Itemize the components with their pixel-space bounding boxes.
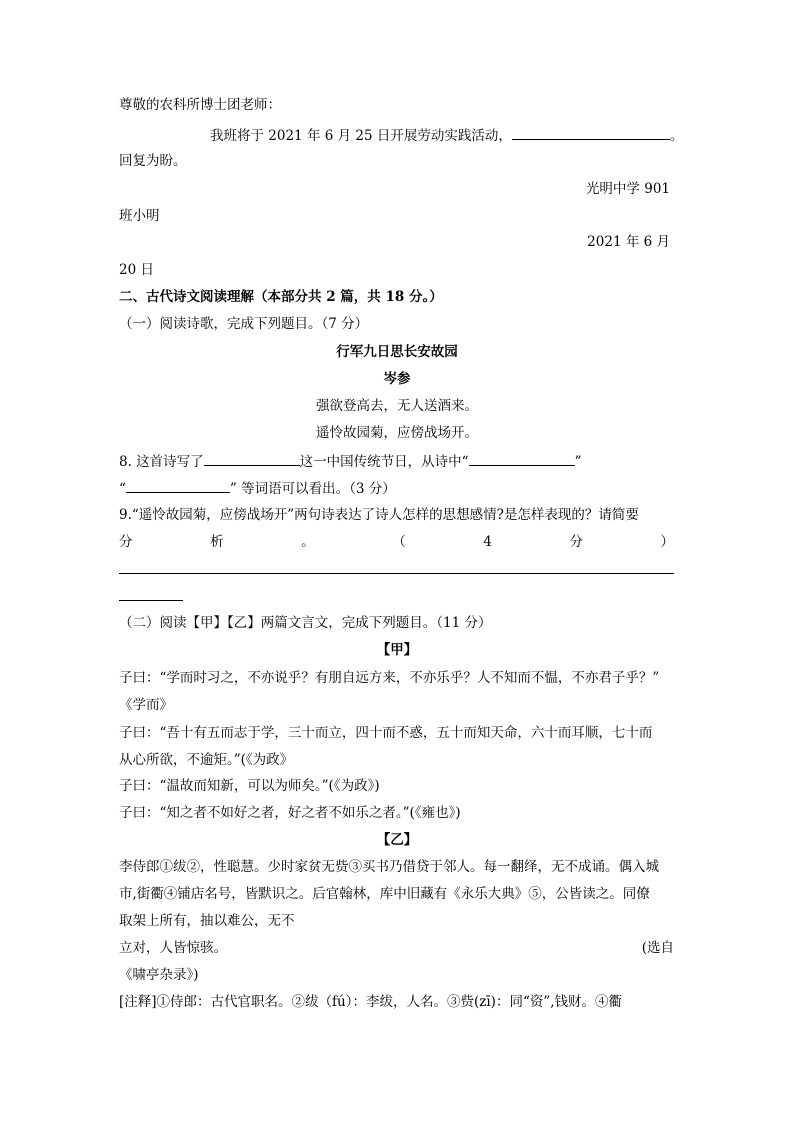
part1-instruction: （一）阅读诗歌，完成下列题目。（7 分） [119,316,369,332]
q9-answer-line[interactable] [119,573,674,574]
jia-line: 子曰：“温故而知新，可以为师矣。”(《为政》) [119,778,380,794]
source-citation-title: 《啸亭杂录》) [119,967,199,983]
yi-line: 立对，人皆惊骇。 [119,940,227,956]
q9-char: ） [660,534,674,550]
q8-text-a: 8. 这首诗写了 [119,454,204,470]
q9-char: （ [392,534,406,550]
yi-line: 市,街衢④铺店名号，皆默识之。后官翰林，库中旧藏有《永乐大典》⑤，公皆读之。同僚 [119,886,650,902]
question-8-line-2 [119,478,396,498]
jia-line: 从心所欲，不逾矩。”(《为政》 [119,752,294,768]
part2-instruction: （二）阅读【甲】【乙】两篇文言文，完成下列题目。（11 分） [119,615,492,631]
q8-festival-blank[interactable] [204,451,300,466]
q9-answer-line-end[interactable] [119,600,183,601]
annotation-notes: [注释]①侍郎：古代官职名。②绂（fú）：李绂，人名。③赀(zī)：同“资”,钱财。④衢 [119,994,623,1010]
letter-body [210,125,683,145]
letter-date-day: 20 日 [119,262,154,278]
jia-line: 《学而》 [119,697,173,713]
letter-body-suffix: 。 [669,128,684,144]
q8-text-b: 这一中国传统节日，从诗中“ [299,454,469,470]
q8-text-c: ” [574,454,582,470]
q8-word-blank-1[interactable] [469,451,575,466]
jia-line: 子曰：“学而时习之，不亦说乎？有朋自远方来，不亦乐乎？人不知而不愠，不亦君子乎？” [119,670,660,686]
text-yi-title: 【乙】 [376,832,418,848]
letter-closing: 回复为盼。 [119,153,187,169]
q8-text-e: ” 等词语可以看出。（3 分） [229,481,396,497]
yi-line: 李侍郎①绂②，性聪慧。少时家贫无赀③买书乃借贷于邻人。每一翻绎，无不成诵。偶入城 [119,859,659,875]
poem-line-1: 强欲登高去，无人送酒来。 [316,398,478,414]
q8-text-d: “ [119,481,126,497]
question-8-line-1 [119,451,581,471]
q9-char: 。 [301,534,315,550]
poem-author: 岑参 [383,371,411,387]
letter-salutation: 尊敬的农科所博士团老师： [119,97,281,113]
letter-signature-name: 班小明 [119,208,160,224]
letter-date-month: 2021 年 6 月 [587,234,670,250]
q9-char: 4 [483,534,492,550]
yi-line: 取架上所有，抽以难公，无不 [119,913,295,929]
question-9-line-1: 9.“遥怜故园菊，应傍战场开”两句诗表达了诗人怎样的思想感情?是怎样表现的？请简要 [119,507,639,523]
jia-line: 子曰：“知之者不如好之者，好之者不如乐之者。”(《雍也》) [119,805,461,821]
text-jia-title: 【甲】 [376,642,418,658]
q9-char: 分 [119,534,133,550]
q9-char: 分 [569,534,583,550]
letter-signature-school: 光明中学 901 [585,181,670,197]
q8-word-blank-2[interactable] [126,478,230,493]
letter-body-prefix: 我班将于 2021 年 6 月 25 日开展劳动实践活动， [210,128,512,144]
section-heading: 二、古代诗文阅读理解（本部分共 2 篇，共 18 分。） [119,289,443,305]
jia-line: 子曰：“吾十有五而志于学，三十而立，四十而不惑，五十而知天命，六十而耳顺，七十而 [119,725,653,741]
poem-title: 行军九日思长安故园 [336,344,458,360]
question-9-line-2 [119,533,674,551]
source-citation-start: (选自 [641,940,674,956]
poem-line-2: 遥怜故园菊，应傍战场开。 [316,425,478,441]
q9-char: 析 [210,534,224,550]
answer-blank[interactable] [512,125,670,140]
